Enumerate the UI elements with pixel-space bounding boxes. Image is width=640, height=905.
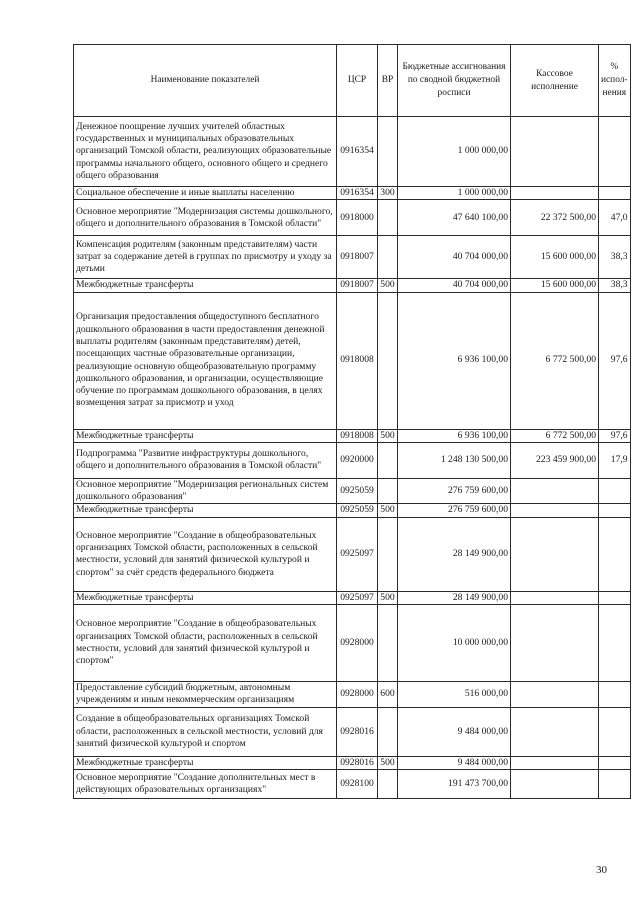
row-vr-cell: 300 <box>378 187 398 200</box>
header-pct: % испол-нения <box>599 45 631 117</box>
table-row <box>74 429 631 442</box>
row-pct-cell <box>599 117 631 187</box>
row-cash-cell <box>511 756 599 769</box>
table-row <box>74 442 631 478</box>
row-name-cell: Межбюджетные трансферты <box>74 756 337 769</box>
table-row <box>74 504 631 517</box>
row-budget-cell: 10 000 000,00 <box>398 605 511 682</box>
row-pct-cell <box>599 187 631 200</box>
row-cash-cell <box>511 504 599 517</box>
row-pct-cell <box>599 591 631 604</box>
budget-table <box>73 44 631 799</box>
row-csr-cell: 0928000 <box>337 605 378 682</box>
row-vr-cell: 500 <box>378 756 398 769</box>
row-csr-cell: 0928016 <box>337 756 378 769</box>
row-csr-cell: 0918008 <box>337 292 378 429</box>
row-budget-cell: 276 759 600,00 <box>398 478 511 504</box>
row-cash-cell: 15 600 000,00 <box>511 236 599 279</box>
row-name-cell: Денежное поощрение лучших учителей областных государственных и муниципальных образовательных организаций Томской области, реализующих образовательные программы начального общего, основного общего и среднего общего образования <box>74 117 337 187</box>
row-budget-cell: 40 704 000,00 <box>398 236 511 279</box>
row-cash-cell: 22 372 500,00 <box>511 200 599 236</box>
row-csr-cell: 0918007 <box>337 236 378 279</box>
row-vr-cell <box>378 292 398 429</box>
row-csr-cell: 0916354 <box>337 187 378 200</box>
table-row <box>74 605 631 682</box>
row-pct-cell: 97,6 <box>599 429 631 442</box>
row-budget-cell: 28 149 900,00 <box>398 591 511 604</box>
row-pct-cell <box>599 517 631 591</box>
header-row <box>74 45 631 117</box>
row-budget-cell: 6 936 100,00 <box>398 292 511 429</box>
row-csr-cell: 0918000 <box>337 200 378 236</box>
row-pct-cell: 97,6 <box>599 292 631 429</box>
row-cash-cell <box>511 117 599 187</box>
row-cash-cell <box>511 187 599 200</box>
row-budget-cell: 9 484 000,00 <box>398 756 511 769</box>
row-name-cell: Основное мероприятие "Создание в общеобразовательных организациях Томской области, расположенных в сельской местности, условий для занятий физической культурой и спортом" за счёт средств федерального бюджета <box>74 517 337 591</box>
row-vr-cell <box>378 236 398 279</box>
row-csr-cell: 0928016 <box>337 707 378 756</box>
row-csr-cell: 0920000 <box>337 442 378 478</box>
row-name-cell: Основное мероприятие "Модернизация региональных систем дошкольного образования" <box>74 478 337 504</box>
table-row <box>74 200 631 236</box>
row-budget-cell: 1 248 130 500,00 <box>398 442 511 478</box>
row-name-cell: Основное мероприятие "Создание в общеобразовательных организациях Томской области, расположенных в сельской местности, условий для занятий физической культурой и спортом" <box>74 605 337 682</box>
table-row <box>74 517 631 591</box>
row-vr-cell: 600 <box>378 682 398 708</box>
row-name-cell: Создание в общеобразовательных организациях Томской области, расположенных в сельской местности, условий для занятий физической культурой и спортом <box>74 707 337 756</box>
row-name-cell: Социальное обеспечение и иные выплаты населению <box>74 187 337 200</box>
row-budget-cell: 9 484 000,00 <box>398 707 511 756</box>
row-cash-cell <box>511 707 599 756</box>
row-budget-cell: 28 149 900,00 <box>398 517 511 591</box>
table-row <box>74 769 631 798</box>
row-name-cell: Организация предоставления общедоступного бесплатного дошкольного образования в части предоставления денежной выплаты родителям (законным представителям) детей, посещающих частные образовательные организации, реализующие основную общеобразовательную программу дошкольного образования, и организации, осуществляющие обучение по программам дошкольного образования, в целях возмещения затрат за присмотр и уход <box>74 292 337 429</box>
row-csr-cell: 0928100 <box>337 769 378 798</box>
row-vr-cell: 500 <box>378 429 398 442</box>
row-name-cell: Межбюджетные трансферты <box>74 504 337 517</box>
row-name-cell: Межбюджетные трансферты <box>74 279 337 292</box>
row-cash-cell <box>511 769 599 798</box>
row-pct-cell <box>599 707 631 756</box>
row-vr-cell: 500 <box>378 591 398 604</box>
header-csr: ЦСР <box>337 45 378 117</box>
row-cash-cell <box>511 478 599 504</box>
header-cash: Кассовое исполнение <box>511 45 599 117</box>
table-body <box>74 117 631 799</box>
row-budget-cell: 40 704 000,00 <box>398 279 511 292</box>
header-budget: Бюджетные ассигнования по сводной бюджетной росписи <box>398 45 511 117</box>
row-name-cell: Межбюджетные трансферты <box>74 591 337 604</box>
row-vr-cell <box>378 517 398 591</box>
row-vr-cell <box>378 442 398 478</box>
row-csr-cell: 0925097 <box>337 517 378 591</box>
row-csr-cell: 0918007 <box>337 279 378 292</box>
table-row <box>74 682 631 708</box>
row-budget-cell: 1 000 000,00 <box>398 117 511 187</box>
page-number: 30 <box>596 864 607 876</box>
row-pct-cell: 47,0 <box>599 200 631 236</box>
table-row <box>74 756 631 769</box>
row-budget-cell: 276 759 600,00 <box>398 504 511 517</box>
row-pct-cell <box>599 605 631 682</box>
row-cash-cell <box>511 591 599 604</box>
row-name-cell: Основное мероприятие "Создание дополнительных мест в действующих образовательных организациях" <box>74 769 337 798</box>
row-csr-cell: 0925059 <box>337 504 378 517</box>
row-budget-cell: 1 000 000,00 <box>398 187 511 200</box>
row-vr-cell <box>378 707 398 756</box>
row-csr-cell: 0916354 <box>337 117 378 187</box>
row-csr-cell: 0925097 <box>337 591 378 604</box>
row-vr-cell <box>378 769 398 798</box>
row-budget-cell: 516 000,00 <box>398 682 511 708</box>
table-row <box>74 478 631 504</box>
row-vr-cell: 500 <box>378 504 398 517</box>
row-name-cell: Подпрограмма "Развитие инфраструктуры дошкольного, общего и дополнительного образования в Томской области" <box>74 442 337 478</box>
table-row <box>74 187 631 200</box>
row-name-cell: Компенсация родителям (законным представителям) части затрат за содержание детей в группах по присмотру и уходу за детьми <box>74 236 337 279</box>
row-pct-cell <box>599 769 631 798</box>
header-vr: ВР <box>378 45 398 117</box>
row-pct-cell: 17,9 <box>599 442 631 478</box>
row-vr-cell <box>378 605 398 682</box>
row-vr-cell <box>378 200 398 236</box>
header-name: Наименование показателей <box>74 45 337 117</box>
row-cash-cell: 15 600 000,00 <box>511 279 599 292</box>
row-budget-cell: 6 936 100,00 <box>398 429 511 442</box>
table-row <box>74 236 631 279</box>
row-vr-cell <box>378 117 398 187</box>
row-cash-cell <box>511 682 599 708</box>
row-cash-cell <box>511 517 599 591</box>
row-csr-cell: 0918008 <box>337 429 378 442</box>
row-csr-cell: 0928000 <box>337 682 378 708</box>
table-row <box>74 279 631 292</box>
row-budget-cell: 191 473 700,00 <box>398 769 511 798</box>
row-vr-cell: 500 <box>378 279 398 292</box>
row-pct-cell <box>599 478 631 504</box>
row-budget-cell: 47 640 100,00 <box>398 200 511 236</box>
row-pct-cell <box>599 756 631 769</box>
table-row <box>74 707 631 756</box>
row-csr-cell: 0925059 <box>337 478 378 504</box>
row-pct-cell <box>599 504 631 517</box>
row-name-cell: Межбюджетные трансферты <box>74 429 337 442</box>
table-row <box>74 117 631 187</box>
row-cash-cell: 6 772 500,00 <box>511 292 599 429</box>
row-cash-cell <box>511 605 599 682</box>
table-row <box>74 292 631 429</box>
row-pct-cell: 38,3 <box>599 236 631 279</box>
row-cash-cell: 6 772 500,00 <box>511 429 599 442</box>
table-row <box>74 591 631 604</box>
row-name-cell: Предоставление субсидий бюджетным, автономным учреждениям и иным некоммерческим организациям <box>74 682 337 708</box>
row-vr-cell <box>378 478 398 504</box>
row-cash-cell: 223 459 900,00 <box>511 442 599 478</box>
row-name-cell: Основное мероприятие "Модернизация системы дошкольного, общего и дополнительного образования в Томской области" <box>74 200 337 236</box>
row-pct-cell <box>599 682 631 708</box>
row-pct-cell: 38,3 <box>599 279 631 292</box>
